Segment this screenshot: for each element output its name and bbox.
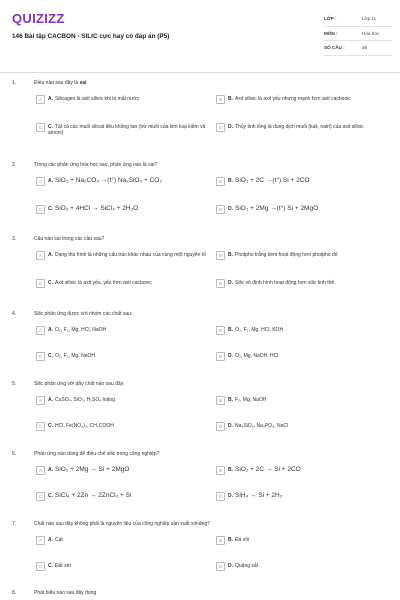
option-label: D.	[228, 279, 233, 286]
option-body: SiCl₄ + 2Zn → 2ZnCl₂ + Si	[55, 491, 132, 499]
option-text	[228, 96, 388, 102]
option-letter-box[interactable]: C	[36, 352, 45, 361]
option-text	[228, 353, 388, 359]
option-text	[48, 353, 208, 359]
option-body: Axit silixic là axit yếu, yếu hơn axit cacbonic	[55, 279, 152, 286]
option-text	[228, 124, 388, 130]
option-label: C.	[48, 352, 53, 359]
option-text	[228, 205, 388, 213]
option-letter-box[interactable]: C	[36, 422, 45, 431]
option-body: Photpho trắng kém hoạt động hơn photpho đỏ	[235, 251, 338, 258]
question-text	[34, 311, 132, 317]
question-text-main: Điều nào sau đây là	[34, 80, 80, 86]
option-body: Tất cả các muối silicat đều không tan (trừ muối của kim loại kiềm và amoni)	[48, 123, 206, 136]
option-text	[48, 252, 208, 258]
option-body: O₂, F₂, Mg, HCl, KOH	[235, 326, 284, 333]
option-letter-box[interactable]: C	[36, 562, 45, 571]
question-text	[34, 451, 159, 457]
option-letter-box[interactable]: C	[36, 279, 45, 288]
option-body: Silic vô định hình hoạt động hơn silic tinh thể	[235, 279, 335, 286]
meta-class-key: LỚP :	[324, 16, 337, 22]
question-number: 4.	[12, 311, 17, 317]
option-text	[48, 492, 208, 500]
question-text-main: Phát biểu nào sau đây đúng	[34, 590, 97, 596]
question-number: 8.	[12, 590, 17, 596]
option-text	[48, 327, 208, 333]
option-text	[228, 280, 388, 286]
option-label: B.	[228, 177, 233, 184]
option-letter-box[interactable]: A	[36, 326, 45, 335]
option-body: Axit silixic là axit yếu nhưng mạnh hơn axit cacbonic	[235, 95, 351, 102]
option-letter-box[interactable]: B	[216, 95, 225, 104]
question-text-main: Chất nào sau đây không phải là nguyên liệu của công nghiệp sản xuất ximăng?	[34, 521, 210, 527]
option-body: HCl, Fe(NO₃)₃, CH₃COOH	[55, 422, 114, 429]
question-text	[34, 381, 125, 387]
option-label: A.	[48, 177, 53, 184]
question-text	[34, 80, 87, 86]
option-letter-box[interactable]: D	[216, 562, 225, 571]
option-letter-box[interactable]: C	[36, 123, 45, 132]
option-label: C.	[48, 492, 53, 499]
meta-count-key: SỐ CÂU :	[324, 45, 345, 51]
question-text-main: Phản ứng nào dùng để điều chế silic trong công nghiệp?	[34, 451, 160, 457]
option-letter-box[interactable]: B	[216, 251, 225, 260]
option-body: Dạng thù hình là những cấu trúc khác nhau của cùng một nguyên tố	[55, 251, 206, 258]
option-text	[228, 492, 388, 500]
option-text	[228, 327, 388, 333]
option-letter-box[interactable]: A	[36, 396, 45, 405]
option-text	[228, 466, 388, 474]
option-text	[228, 423, 388, 429]
meta-class-row	[324, 12, 392, 27]
option-body: SiO₂ + Na₂CO₃ →(t°) Na₂SiO₃ + CO₂	[55, 176, 162, 184]
header-divider	[0, 72, 400, 73]
option-text	[48, 423, 208, 429]
question-text	[34, 521, 210, 527]
option-label: A.	[48, 95, 53, 102]
option-text	[228, 563, 388, 569]
question-text	[34, 162, 157, 168]
option-letter-box[interactable]: B	[216, 396, 225, 405]
question-number: 1.	[12, 80, 17, 86]
meta-subject-key: MÔN :	[324, 30, 338, 36]
question-text	[34, 236, 104, 242]
question-number: 6.	[12, 451, 17, 457]
option-label: A.	[48, 251, 53, 258]
option-body: Quặng sắt	[235, 562, 259, 569]
option-label: C.	[48, 123, 53, 130]
question-number: 5.	[12, 381, 17, 387]
option-letter-box[interactable]: A	[36, 95, 45, 104]
worksheet-header	[0, 0, 400, 66]
option-label: C.	[48, 205, 53, 212]
option-label: D.	[228, 123, 233, 130]
option-label: B.	[228, 466, 233, 473]
option-body: CuSO₄, SiO₂, H₂SO₄ loãng	[55, 396, 115, 403]
option-label: B.	[228, 251, 233, 258]
question-text-main: Trong các phản ứng hóa học sau, phản ứng nào là sai?	[34, 162, 158, 168]
option-letter-box[interactable]: A	[36, 251, 45, 260]
option-body: F₂, Mg, NaOH	[235, 396, 267, 403]
option-letter-box[interactable]: D	[216, 422, 225, 431]
option-text	[228, 537, 388, 543]
meta-count-row	[324, 41, 392, 56]
option-body: Thủy tinh lỏng là dung dịch muối (kali, natri) của axit silixic	[235, 123, 364, 130]
option-letter-box[interactable]: B	[216, 326, 225, 335]
question-text-main: Câu nào sai trong các câu sau?	[34, 236, 105, 242]
worksheet-title: 146 Bài tập CACBON - SILIC cực hay có đáp án (P5)	[12, 33, 170, 40]
option-label: A.	[48, 536, 53, 543]
option-text	[48, 177, 208, 185]
option-body: O₂, F₂, Mg, NaOH	[55, 352, 95, 359]
option-body: SiO₂ + 2Mg →(t°) Si + 2MgO	[235, 204, 319, 212]
option-letter-box[interactable]: A	[36, 177, 45, 186]
option-body: SiO₂ + 2C →(t°) Si + 2CO	[235, 176, 310, 184]
option-body: O₂, F₂, Mg, HCl, NaOH	[55, 326, 107, 333]
option-text	[48, 96, 208, 102]
question-text-main: Silic phản ứng được với nhóm các chất sau:	[34, 311, 133, 317]
option-label: C.	[48, 279, 53, 286]
question-text	[34, 590, 96, 596]
option-letter-box[interactable]: B	[216, 536, 225, 545]
quizizz-logo: QUIZIZZ	[12, 11, 65, 26]
option-label: B.	[228, 536, 233, 543]
option-label: D.	[228, 352, 233, 359]
option-text	[48, 205, 208, 213]
option-body: Đá vôi	[235, 536, 250, 543]
option-body: SiO₂ + 2C → Si + 2CO	[235, 465, 301, 473]
option-label: C.	[48, 562, 53, 569]
option-letter-box[interactable]: D	[216, 492, 225, 501]
option-label: D.	[228, 205, 233, 212]
option-text	[48, 537, 208, 543]
option-label: D.	[228, 422, 233, 429]
meta-subject-row	[324, 27, 392, 42]
option-letter-box[interactable]: B	[216, 466, 225, 475]
meta-count-value: 26	[362, 45, 368, 51]
option-letter-box[interactable]: D	[216, 352, 225, 361]
option-letter-box[interactable]: C	[36, 492, 45, 501]
worksheet-meta	[324, 12, 392, 56]
option-letter-box[interactable]: C	[36, 205, 45, 214]
meta-class-value: Lớp 11	[362, 16, 377, 22]
option-label: B.	[228, 396, 233, 403]
option-body: Na₂SiO₃, Na₃PO₄, NaCl	[235, 422, 289, 429]
question-text-main: Silic phản ứng với dãy chất nào sau đây:	[34, 381, 125, 387]
option-text	[48, 563, 208, 569]
question-number: 3.	[12, 236, 17, 242]
option-label: C.	[48, 422, 53, 429]
option-body: O₂, Mg, NaOH, HCl	[235, 352, 279, 359]
option-letter-box[interactable]: D	[216, 279, 225, 288]
option-text	[48, 397, 208, 403]
option-text	[48, 124, 208, 136]
option-letter-box[interactable]: D	[216, 205, 225, 214]
option-label: B.	[228, 326, 233, 333]
option-body: SiH₄ → Si + 2H₂	[235, 491, 283, 499]
option-body: Cát	[55, 536, 63, 543]
option-text	[228, 252, 388, 258]
option-body: Đất sét	[55, 562, 71, 569]
question-number: 7.	[12, 521, 17, 527]
option-body: SiO₂ + 2Mg → Si + 2MgO	[55, 465, 130, 473]
option-letter-box[interactable]: A	[36, 536, 45, 545]
option-letter-box[interactable]: B	[216, 177, 225, 186]
question-text-emphasis: sai	[79, 80, 87, 86]
option-body: Silicagen là axit silixic khi bị mất nước	[55, 95, 140, 102]
option-label: B.	[228, 95, 233, 102]
option-label: A.	[48, 466, 53, 473]
option-text	[228, 397, 388, 403]
option-text	[228, 177, 388, 185]
option-label: D.	[228, 492, 233, 499]
question-number: 2.	[12, 162, 17, 168]
option-body: SiO₂ + 4HCl → SiCl₄ + 2H₂O	[55, 204, 139, 212]
option-label: A.	[48, 326, 53, 333]
option-letter-box[interactable]: D	[216, 123, 225, 132]
option-label: D.	[228, 562, 233, 569]
option-text	[48, 466, 208, 474]
meta-subject-value: Hóa học	[362, 30, 380, 36]
option-letter-box[interactable]: A	[36, 466, 45, 475]
option-text	[48, 280, 208, 286]
option-label: A.	[48, 396, 53, 403]
